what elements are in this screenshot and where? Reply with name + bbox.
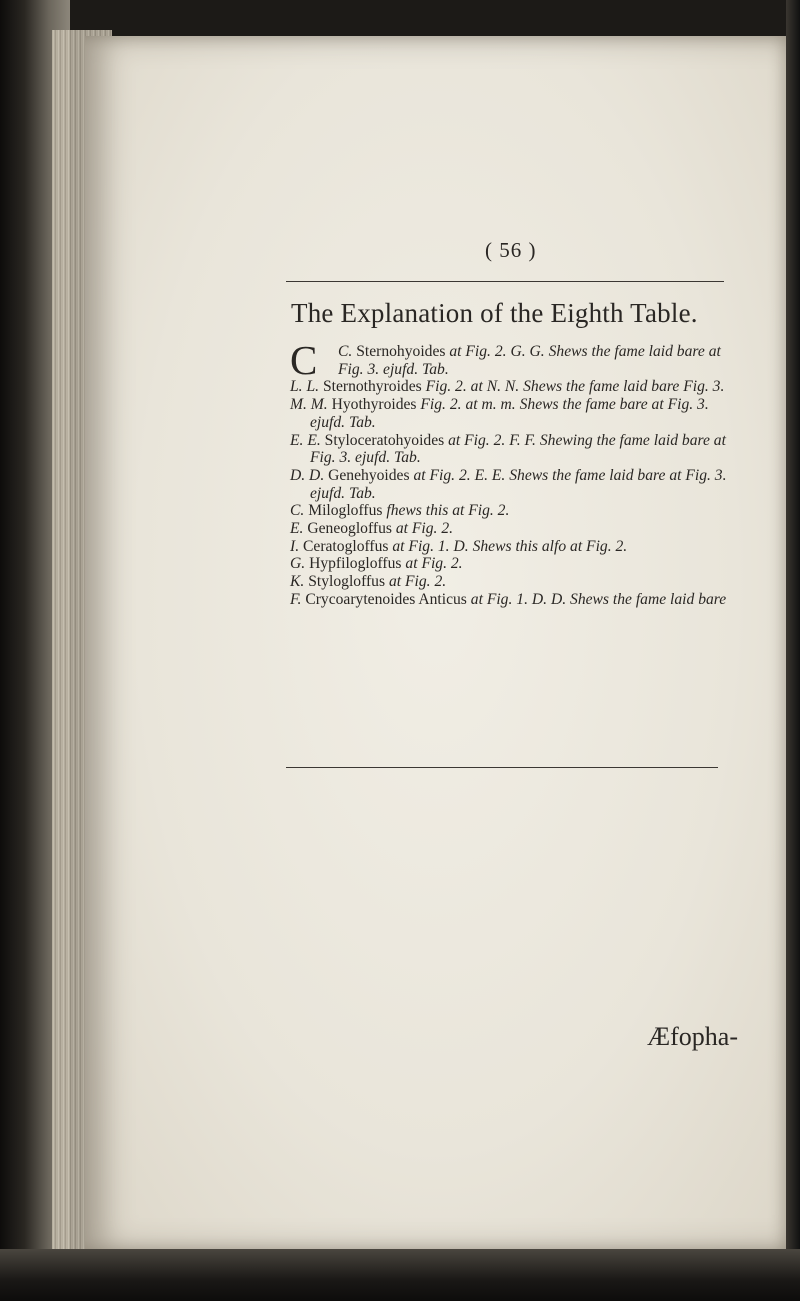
entry-ref: Fig. 2. [421,555,463,573]
entry-label: E. E. [290,431,321,449]
entry-at: at [448,431,461,449]
entry-ref: Fig. 2. [420,396,462,414]
entry-tail-label: D. D. [531,590,567,608]
entry-ref: Fig. 2. [429,466,471,484]
entry-tail: Shews this alfo at Fig. 2. [472,537,628,555]
entry-tail-label: at m. m. [465,396,516,414]
entry-item [290,520,730,538]
entry-item [290,337,730,383]
entry-at: at [405,555,418,573]
book-right-edge [786,0,800,1301]
entry-item [290,555,730,573]
entry-item [290,573,730,591]
entry-tail-label: at N. N. [470,378,520,396]
entry-ref: Fig. 1. [486,590,528,608]
entry-list [290,337,730,609]
entry-ref: Fig. 2. [465,343,507,360]
entry-item [290,591,730,609]
entry-ref: Fig. 2. [425,378,467,396]
page-number: ( 56 ) [485,238,537,262]
entry-ref: Fig. 2. [405,573,447,591]
entry-label: F. [290,590,302,608]
entry-name: Hypfilogloffus [309,555,402,573]
entry-name: Ceratogloffus [303,537,389,555]
catchword: Æfopha- [647,1022,738,1051]
entry-label: I. [290,537,300,555]
entry-at: at [392,537,405,555]
entry-at: at [388,573,402,591]
entry-name: Milogloffus [308,502,383,520]
entry-item [290,502,730,520]
entry-tail: Shews the fame laid bare [570,590,727,608]
entry-ref: Fig. 1. [408,537,450,555]
entry-item [290,538,730,556]
entry-tail-label: E. E. [474,466,506,484]
entry-item [290,396,730,431]
book-bottom-edge [0,1249,800,1301]
entry-name: Stylogloffus [308,573,386,591]
paper-page [85,36,790,1251]
bottom-rule [286,767,718,768]
page-heading: The Explanation of the Eighth Table. [291,298,698,328]
entry-name: Geneogloffus [307,520,392,538]
entry-at: at [449,343,462,360]
entry-label: M. M. [290,396,328,414]
entry-label: K. [290,573,305,591]
entry-ref: Fig. 2. [464,431,506,449]
entry-item [290,467,730,502]
entry-at: at [470,590,483,608]
entry-label: D. D. [290,466,325,484]
entry-item [290,378,730,396]
entry-tail: Shews the fame laid bare at Fig. 3. ejufd. Tab. [310,466,727,502]
entry-tail: Shews the fame laid bare at Fig. 3. ejufd. Tab. [338,343,721,378]
entry-at: at [395,520,408,538]
entry-tail-label: D. [453,537,469,555]
entry-tail: Shews the fame laid bare Fig. 3. [523,378,725,396]
entry-tail-label: G. G. [510,343,545,360]
top-rule [286,281,724,282]
entry-name: Styloceratohyoides [324,431,445,449]
entry-name: Crycoarytenoides Anticus [305,590,467,608]
entry-tail-label: F. F. [509,431,536,449]
drop-cap: C [290,337,318,383]
entry-label: G. [290,555,306,573]
entry-at: at [413,466,426,484]
entry-name: Sternothyroides [322,378,422,396]
entry-ref: Fig. 2. [411,520,454,538]
entry-label: L. L. [290,378,320,396]
entry-item [290,432,730,467]
entry-tail: Shews the fame bare at Fig. 3. ejufd. Tab. [310,396,709,431]
entry-name: Hyothyroides [331,396,417,414]
entry-label: E. [290,520,304,538]
entry-label: C. [290,502,305,520]
entry-label: C. [338,343,353,360]
entry-ref: fhews this at Fig. 2. [386,502,510,520]
entry-name: Sternohyoides [356,343,446,360]
entry-tail: Shewing the fame laid bare at Fig. 3. ejufd. Tab. [310,431,726,467]
entry-name: Genehyoides [328,466,410,484]
